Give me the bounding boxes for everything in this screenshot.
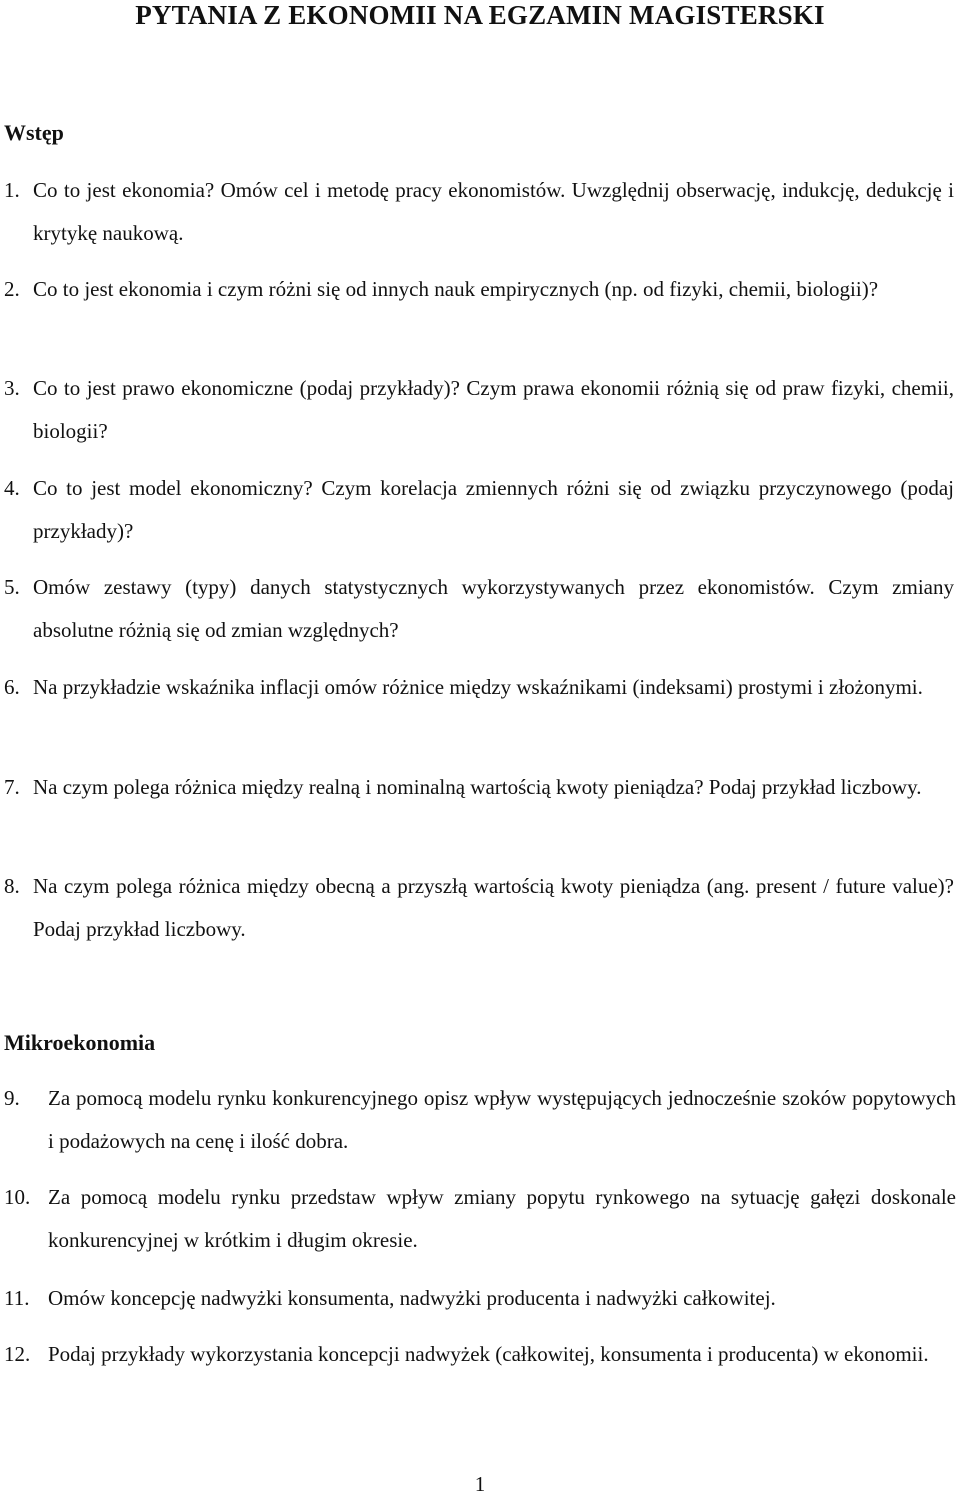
question-number: 8. bbox=[4, 874, 20, 898]
question-item bbox=[4, 1277, 956, 1320]
question-text: Za pomocą modelu rynku konkurencyjnego opisz wpływ występujących jednocześnie szoków popytowych i podażowych na cenę i ilość dobra. bbox=[48, 1086, 956, 1153]
question-text: Co to jest model ekonomiczny? Czym korelacja zmiennych różni się od związku przyczynowego (podaj przykłady)? bbox=[33, 476, 954, 543]
question-item bbox=[4, 865, 954, 951]
section-heading-wstep: Wstęp bbox=[4, 120, 64, 145]
question-item bbox=[4, 766, 954, 809]
question-item bbox=[4, 268, 954, 311]
question-text: Co to jest ekonomia? Omów cel i metodę pracy ekonomistów. Uwzględnij obserwację, indukcję, dedukcję i krytykę naukową. bbox=[33, 178, 954, 245]
question-number: 7. bbox=[4, 775, 20, 799]
question-item bbox=[4, 1077, 956, 1163]
question-number: 4. bbox=[4, 476, 20, 500]
question-number: 12. bbox=[4, 1342, 31, 1366]
question-number: 6. bbox=[4, 675, 20, 699]
question-item bbox=[4, 169, 954, 255]
question-number: 10. bbox=[4, 1185, 31, 1209]
question-item bbox=[4, 367, 954, 453]
question-text: Na przykładzie wskaźnika inflacji omów różnice między wskaźnikami (indeksami) prostymi i złożonymi. bbox=[33, 675, 923, 699]
document-title: PYTANIA Z EKONOMII NA EGZAMIN MAGISTERSKI bbox=[135, 0, 825, 30]
question-number: 9. bbox=[4, 1086, 20, 1110]
question-number: 1. bbox=[4, 178, 20, 202]
question-number: 2. bbox=[4, 277, 20, 301]
question-text: Co to jest prawo ekonomiczne (podaj przykłady)? Czym prawa ekonomii różnią się od praw fizyki, chemii, biologii? bbox=[33, 376, 954, 443]
question-text: Omów zestawy (typy) danych statystycznych wykorzystywanych przez ekonomistów. Czym zmiany absolutne różnią się od zmian względnych? bbox=[33, 575, 954, 642]
question-text: Na czym polega różnica między obecną a przyszłą wartością kwoty pieniądza (ang. present / future value)? Podaj przykład liczbowy. bbox=[33, 874, 954, 941]
question-number: 11. bbox=[4, 1286, 30, 1310]
question-text: Na czym polega różnica między realną i nominalną wartością kwoty pieniądza? Podaj przykład liczbowy. bbox=[33, 775, 922, 799]
question-text: Co to jest ekonomia i czym różni się od innych nauk empirycznych (np. od fizyki, chemii, biologii)? bbox=[33, 277, 879, 301]
question-item bbox=[4, 566, 954, 652]
question-text: Omów koncepcję nadwyżki konsumenta, nadwyżki producenta i nadwyżki całkowitej. bbox=[48, 1286, 776, 1310]
question-item bbox=[4, 1333, 956, 1376]
question-item bbox=[4, 467, 954, 553]
question-item bbox=[4, 1176, 956, 1262]
question-number: 5. bbox=[4, 575, 20, 599]
section-heading-mikroekonomia: Mikroekonomia bbox=[4, 1030, 156, 1055]
question-number: 3. bbox=[4, 376, 20, 400]
question-text: Podaj przykłady wykorzystania koncepcji nadwyżek (całkowitej, konsumenta i producenta) w ekonomii. bbox=[48, 1342, 929, 1366]
question-text: Za pomocą modelu rynku przedstaw wpływ zmiany popytu rynkowego na sytuację gałęzi doskonale konkurencyjnej w krótkim i długim okresie. bbox=[48, 1185, 956, 1252]
page-number: 1 bbox=[474, 1472, 486, 1496]
question-item bbox=[4, 666, 954, 709]
